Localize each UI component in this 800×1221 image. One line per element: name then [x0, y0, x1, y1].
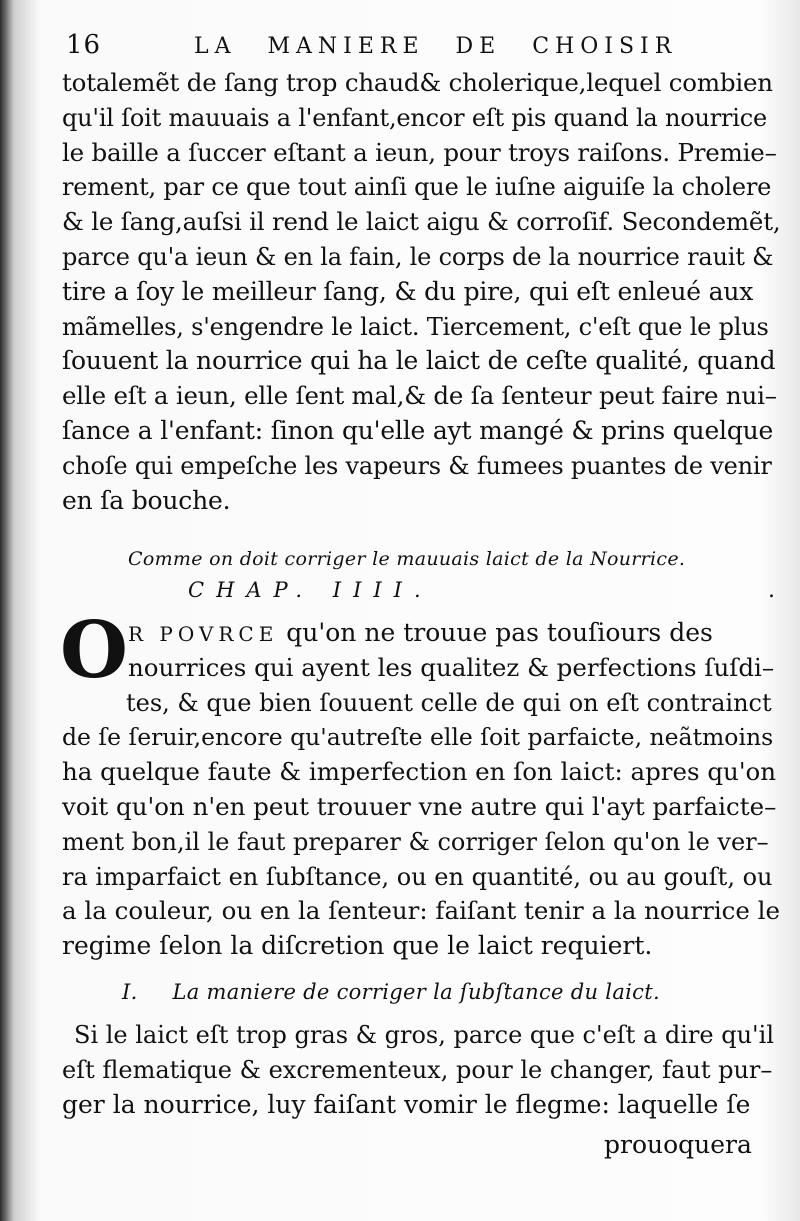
paragraph-2: [62, 616, 781, 964]
chapter-dot: .: [768, 578, 775, 603]
text-line: ger la nourrice, luy faiſant vomir le flegme: laquelle ſe: [62, 1089, 751, 1119]
page-header: [66, 30, 766, 66]
drop-cap: O: [60, 605, 128, 696]
text-line: qu'il ſoit mauuais a l'enfant,encor eſt pis quand la nourrice: [62, 103, 767, 132]
text-line: ſance a l'enfant: ſinon qu'elle ayt mangé & prins quelque: [62, 415, 774, 445]
section-title: La maniere de corriger la ſubſtance du laict.: [172, 980, 660, 1004]
text-line: tire a ſoy le meilleur ſang, & du pire, qui eſt enleué aux: [62, 276, 754, 306]
text-line: eſt flematique & excrementeux, pour le changer, faut pur–: [62, 1055, 773, 1084]
text-line: parce qu'a ieun & en la fain, le corps de la nourrice rauit &: [62, 242, 774, 271]
text-line: nourrices qui ayent les qualitez & perfections ſuſdi–: [128, 652, 775, 682]
text-line: ha quelque faute & imperfection en ſon laict: apres qu'on: [62, 757, 777, 787]
section-number: I.: [122, 980, 138, 1004]
running-head: LA MANIERE DE CHOISIR: [194, 34, 678, 59]
text-line: tes, & que bien ſouuent celle de qui on eſt contrainct: [126, 688, 772, 717]
text-line: ment bon,il le faut preparer & corriger ſelon qu'on le ver–: [62, 827, 769, 856]
text-line: elle eſt a ieun, elle ſent mal,& de ſa ſenteur peut faire nui–: [62, 381, 777, 411]
text-line: a la couleur, ou en la ſenteur: faiſant tenir a la nourrice le: [62, 896, 781, 926]
text-line: le baille a ſuccer eſtant a ieun, pour troys raiſons. Premie–: [62, 137, 777, 167]
page-number: 16: [66, 30, 102, 60]
catchword: prouoquera: [604, 1130, 752, 1159]
text-line: de ſe ſeruir,encore qu'autreſte elle ſoit parfaicte, neãtmoins: [62, 723, 774, 752]
text-line: choſe qui empeſche les vapeurs & fumees puantes de venir: [62, 451, 772, 480]
chapter-label: CHAP. IIII.: [188, 578, 433, 602]
text-line: rement, par ce que tout ainſi que le iuſne aiguiſe la cholere: [62, 173, 772, 202]
text-line: regime ſelon la diſcretion que le laict requiert.: [62, 931, 653, 961]
text-line: Si le laict eſt trop gras & gros, parce que c'eſt a dire qu'il: [74, 1021, 775, 1049]
text-segment: qu'on ne trouue pas touſiours des: [286, 618, 713, 647]
text-line: & le ſang,auſsi il rend le laict aigu & corroſif. Secondemẽt,: [62, 207, 781, 237]
text-line: en ſa bouche.: [62, 485, 231, 515]
text-line: [62, 616, 774, 651]
text-line: ra imparfaict en ſubſtance, ou en quantité, ou au gouſt, ou: [62, 862, 773, 891]
paragraph-1: [62, 66, 781, 518]
text-line: voit qu'on n'en peut trouuer vne autre qui l'ayt parfaicte–: [62, 791, 777, 821]
text-line: totalemẽt de ſang trop chaud& cholerique,lequel combien: [62, 68, 773, 97]
section-heading: [122, 980, 660, 1004]
paragraph-3: [62, 1018, 774, 1122]
text-line: mãmelles, s'engendre le laict. Tiercement, c'eſt que le plus: [62, 312, 769, 341]
small-caps-opening: R POVRCE: [128, 622, 279, 646]
chapter-title: Comme on doit corriger le mauuais laict de la Nourrice.: [128, 548, 686, 570]
text-line: ſouuent la nourrice qui ha le laict de ceſte qualité, quand: [62, 346, 776, 376]
